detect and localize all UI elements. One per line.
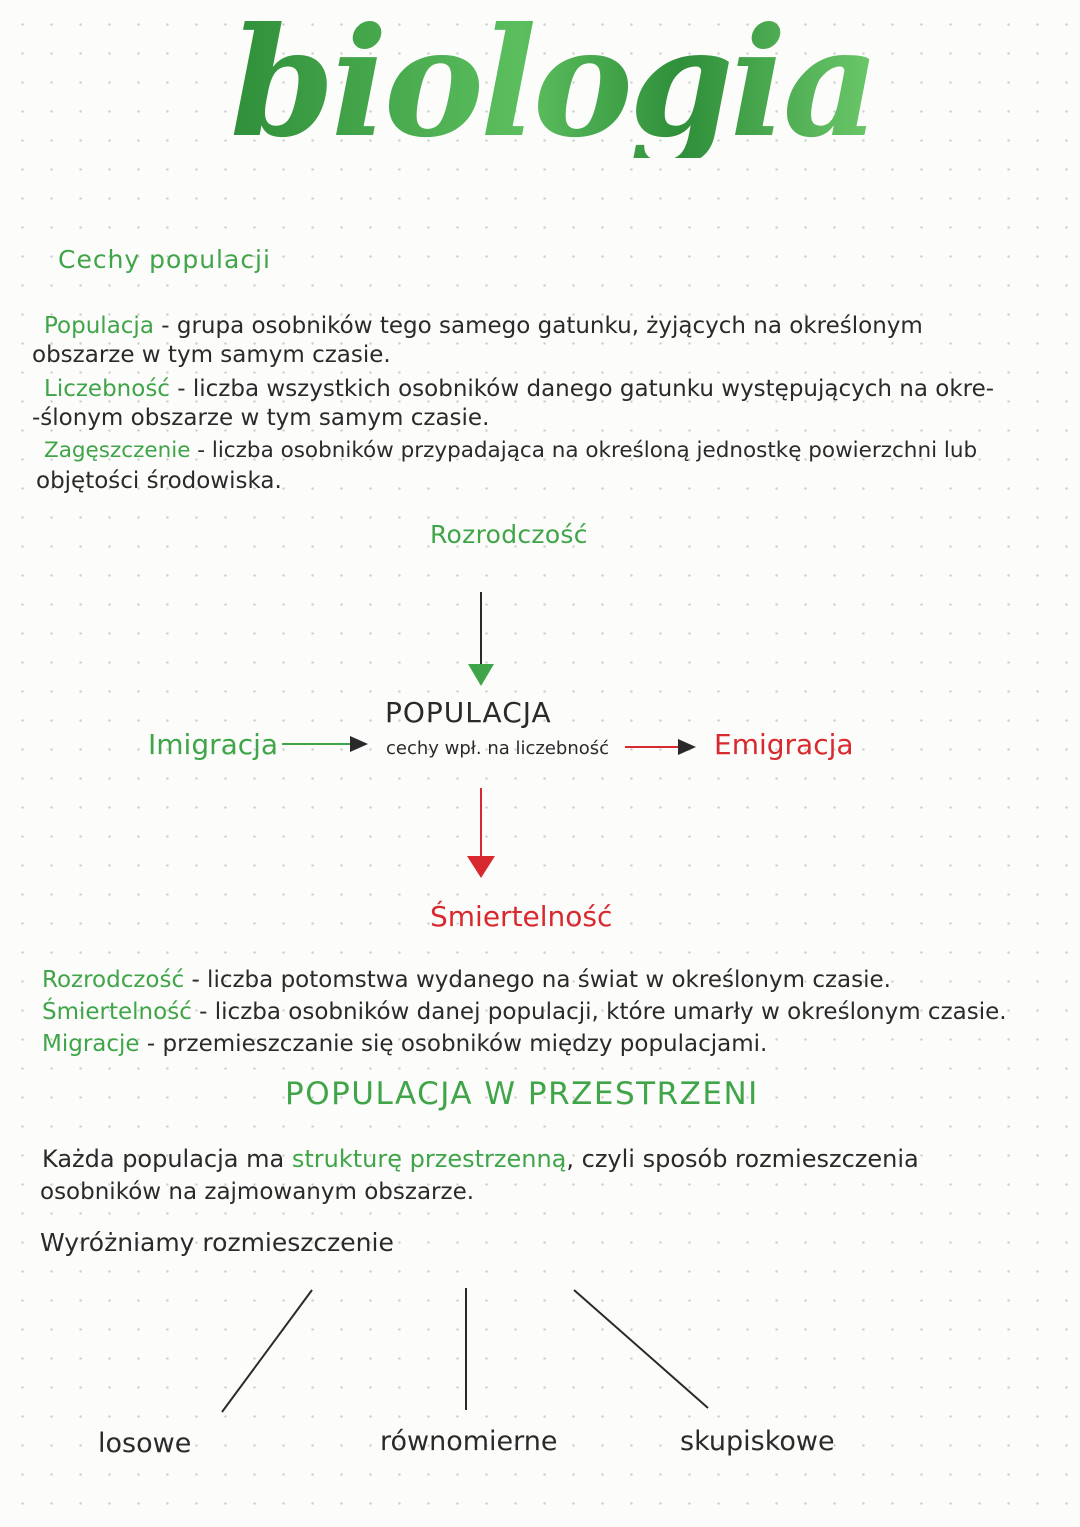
page-title: biologia [230,0,877,171]
diagram-bottom-label: Śmiertelność [430,900,613,933]
definition-smiertelnosc-text: - liczba osobników danej populacji, które umarły w określonym czasie. [191,999,1007,1025]
spatial-paragraph-start: Każda populacja ma [42,1145,292,1173]
definition-liczebnosc-text: - liczba wszystkich osobników danego gatunku występujących na okre- [169,376,995,402]
definition-migracje-text: - przemieszczanie się osobników między populacjami. [139,1031,768,1057]
definition-populacja-cont: obszarze w tym samym czasie. [32,342,391,368]
distinguish-label: Wyróżniamy rozmieszczenie [40,1228,394,1257]
spatial-paragraph-end: , czyli sposób rozmieszczenia [566,1145,919,1173]
spatial-paragraph-line1 [42,1144,919,1174]
definition-zageszczenie-text: - liczba osobników przypadająca na określoną jednostkę powierzchni lub [190,438,978,463]
diagram-top-label: Rozrodczość [430,520,588,549]
distribution-type-random: losowe [98,1428,192,1459]
definition-rozrodczosc-text: - liczba potomstwa wydanego na świat w określonym czasie. [184,967,891,993]
term-liczebnosc: Liczebność [44,376,170,402]
arrow-right-head [678,739,696,755]
term-populacja: Populacja [44,313,154,339]
distribution-type-clumped: skupiskowe [680,1426,835,1457]
diagram-center-sub: cechy wpł. na liczebność [386,738,610,759]
definition-smiertelnosc [42,998,1007,1027]
diagram-center-title: POPULACJA [385,696,552,729]
arrow-bottom-head [467,856,495,878]
branch-line-right [574,1290,708,1408]
term-zageszczenie: Zagęszczenie [44,438,191,463]
arrow-top-head [468,664,494,686]
section-spatial-heading: POPULACJA W PRZESTRZENI [285,1076,759,1112]
distribution-type-uniform: równomierne [380,1426,558,1457]
branch-line-left [222,1290,312,1412]
term-smiertelnosc: Śmiertelność [42,999,192,1025]
heading-traits: Cechy populacji [58,245,271,274]
definition-migracje [42,1030,767,1059]
spatial-structure-term: strukturę przestrzenną [291,1145,567,1173]
term-rozrodczosc: Rozrodczość [42,967,185,993]
spatial-paragraph-line2: osobników na zajmowanym obszarze. [40,1179,475,1205]
definition-populacja-text: - grupa osobników tego samego gatunku, żyjących na określonym [153,313,923,339]
diagram-left-label: Imigracja [148,728,279,761]
definition-rozrodczosc [42,966,891,995]
definition-liczebnosc-cont: -ślonym obszarze w tym samym czasie. [32,405,490,431]
diagram-right-label: Emigracja [714,728,854,761]
definition-zageszczenie-cont: objętości środowiska. [36,468,282,494]
arrow-left-head [350,736,368,752]
term-migracje: Migracje [42,1031,140,1057]
